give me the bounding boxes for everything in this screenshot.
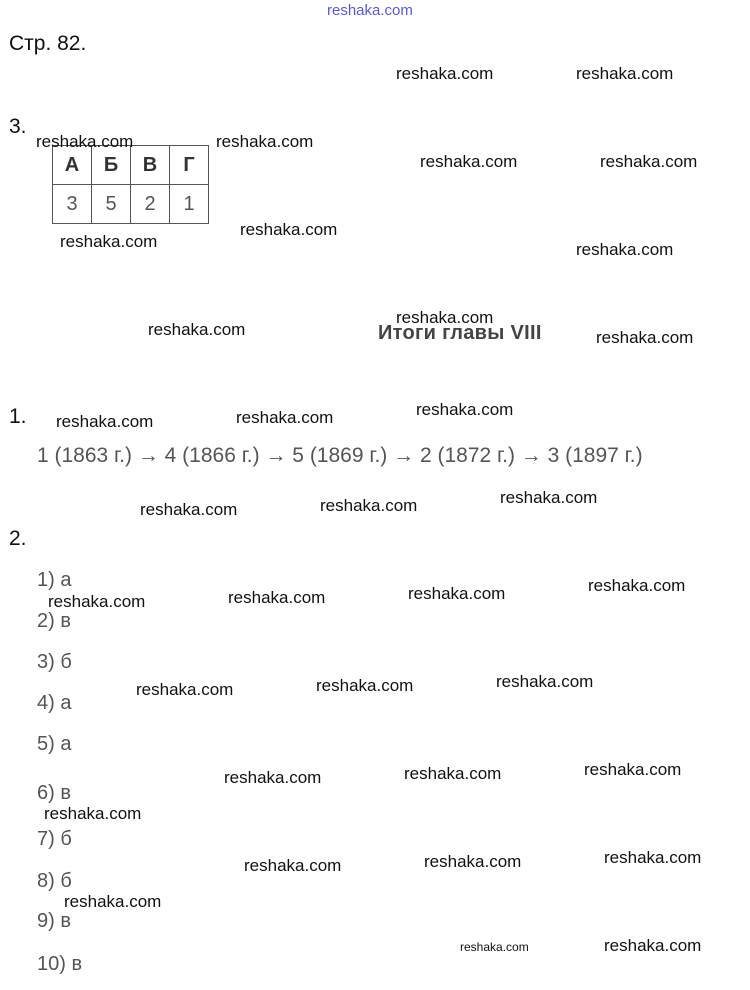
watermark: reshaka.com: [236, 408, 334, 427]
answer-item: 4) а: [37, 692, 72, 714]
watermark: reshaka.com: [604, 848, 702, 867]
watermark-top: reshaka.com: [327, 2, 413, 19]
table-value-cell: 3: [53, 185, 92, 224]
watermark: reshaka.com: [60, 232, 158, 251]
watermark: reshaka.com: [460, 940, 529, 954]
watermark: reshaka.com: [408, 584, 506, 603]
table-header-cell: В: [131, 146, 170, 185]
table-value-cell: 5: [92, 185, 131, 224]
watermark: reshaka.com: [424, 852, 522, 871]
watermark: reshaka.com: [420, 152, 518, 171]
watermark: reshaka.com: [228, 588, 326, 607]
watermark: reshaka.com: [396, 64, 494, 83]
watermark: reshaka.com: [588, 576, 686, 595]
task-1-sequence: 1 (1863 г.) → 4 (1866 г.) → 5 (1869 г.) → 2 (1872 г.) → 3 (1897 г.): [37, 444, 643, 467]
answer-item: 6) в: [37, 782, 71, 804]
table-header-cell: Б: [92, 146, 131, 185]
watermark: reshaka.com: [500, 488, 598, 507]
watermark: reshaka.com: [148, 320, 246, 339]
task-1-number: 1.: [9, 405, 27, 428]
page-label: Стр. 82.: [9, 32, 87, 55]
watermark: reshaka.com: [36, 132, 134, 151]
answer-table-value-row: [53, 185, 209, 224]
watermark: reshaka.com: [396, 308, 494, 327]
task-2-number: 2.: [9, 527, 27, 550]
watermark: reshaka.com: [244, 856, 342, 875]
table-header-cell: Г: [170, 146, 209, 185]
watermark: reshaka.com: [596, 328, 694, 347]
watermark: reshaka.com: [404, 764, 502, 783]
answer-item: 1) а: [37, 569, 72, 591]
watermark: reshaka.com: [496, 672, 594, 691]
watermark: reshaka.com: [64, 892, 162, 911]
answer-item: 10) в: [37, 953, 83, 975]
watermark: reshaka.com: [216, 132, 314, 151]
watermark: reshaka.com: [576, 64, 674, 83]
answer-item: 7) б: [37, 828, 72, 850]
answer-item: 2) в: [37, 610, 71, 632]
watermark: reshaka.com: [136, 680, 234, 699]
watermark: reshaka.com: [240, 220, 338, 239]
watermark: reshaka.com: [416, 400, 514, 419]
watermark: reshaka.com: [140, 500, 238, 519]
table-header-cell: А: [53, 146, 92, 185]
answer-table: [52, 145, 209, 224]
task-3-number: 3.: [9, 115, 27, 138]
watermark: reshaka.com: [320, 496, 418, 515]
watermark: reshaka.com: [48, 592, 146, 611]
answer-item: 3) б: [37, 651, 72, 673]
watermark: reshaka.com: [584, 760, 682, 779]
table-value-cell: 1: [170, 185, 209, 224]
chapter-title: Итоги главы VIII: [378, 322, 542, 344]
watermark: reshaka.com: [600, 152, 698, 171]
watermark: reshaka.com: [576, 240, 674, 259]
answer-item: 9) в: [37, 910, 71, 932]
watermark: reshaka.com: [316, 676, 414, 695]
watermark: reshaka.com: [604, 936, 702, 955]
answer-item: 8) б: [37, 870, 72, 892]
watermark: reshaka.com: [56, 412, 154, 431]
watermark: reshaka.com: [224, 768, 322, 787]
answer-item: 5) а: [37, 733, 72, 755]
watermark: reshaka.com: [44, 804, 142, 823]
table-value-cell: 2: [131, 185, 170, 224]
